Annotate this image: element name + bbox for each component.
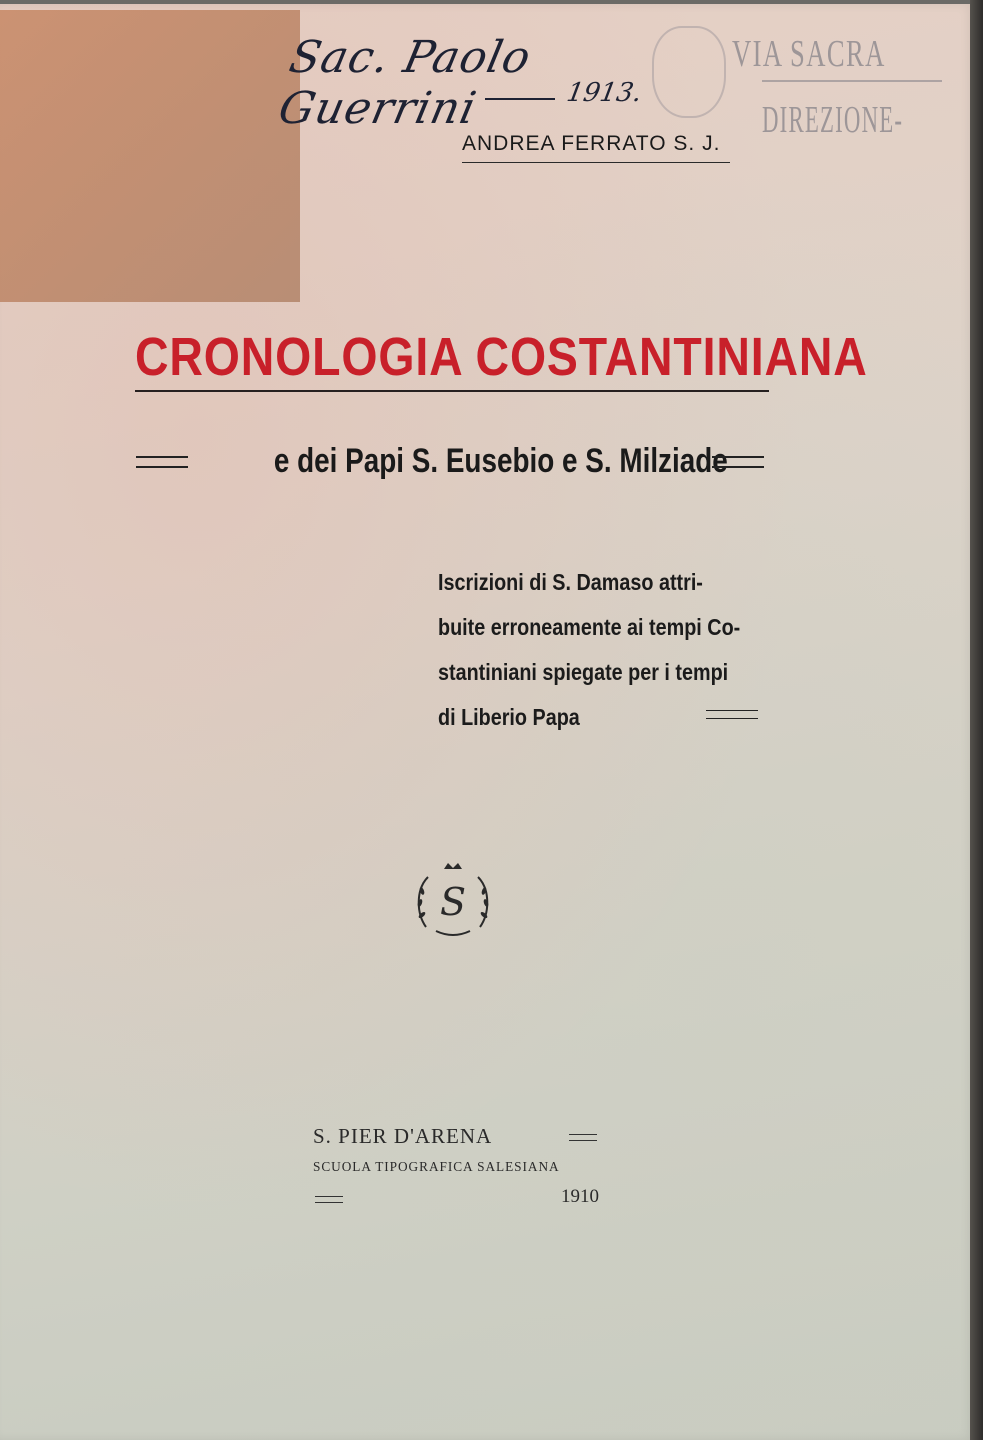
signature-name: Sac. Paolo Guerrini [274,32,536,134]
author-name: ANDREA FERRATO S. J. [462,132,730,163]
svg-text:S: S [439,880,467,924]
publisher-press: SCUOLA TIPOGRAFICA SALESIANA [313,1160,560,1175]
publisher-place: S. PIER D'ARENA [313,1124,493,1148]
handwritten-signature [274,24,665,134]
double-rule-left [136,456,188,468]
salesian-monogram-icon [414,859,492,943]
stamp-rule [762,80,942,82]
book-subtitle-text: e dei Papi S. Eusebio e S. Milziade [273,442,728,480]
stamp-line-1: VIA SACRA [732,33,886,75]
signature-year: 1913. [564,78,645,108]
publication-year: 1910 [561,1186,599,1207]
double-rule-right [712,456,764,468]
subtitle-row [136,436,766,486]
library-stamp [732,26,952,146]
stamp-seal-icon [652,26,726,118]
book-subtitle [224,436,728,486]
imprint-rule-1 [569,1134,597,1141]
book-cover [0,4,975,1440]
book-title-text: CRONOLOGIA COSTANTINIANA [135,327,868,387]
book-title [135,324,868,392]
description-line: di Liberio Papa [438,704,580,730]
description-line: Iscrizioni di S. Damaso attri- [438,569,703,595]
description-end-rule [706,710,758,719]
signature-underline [485,98,555,100]
imprint-rule-2 [315,1196,343,1203]
publisher-imprint [313,1124,603,1214]
book-spine-edge [970,0,983,1440]
stamp-line-2: DIREZIONE- [762,99,904,141]
tape-patch [0,10,300,302]
description-line: buite erroneamente ai tempi Co- [438,614,741,640]
description-line: stantiniani spiegate per i tempi [438,659,729,685]
